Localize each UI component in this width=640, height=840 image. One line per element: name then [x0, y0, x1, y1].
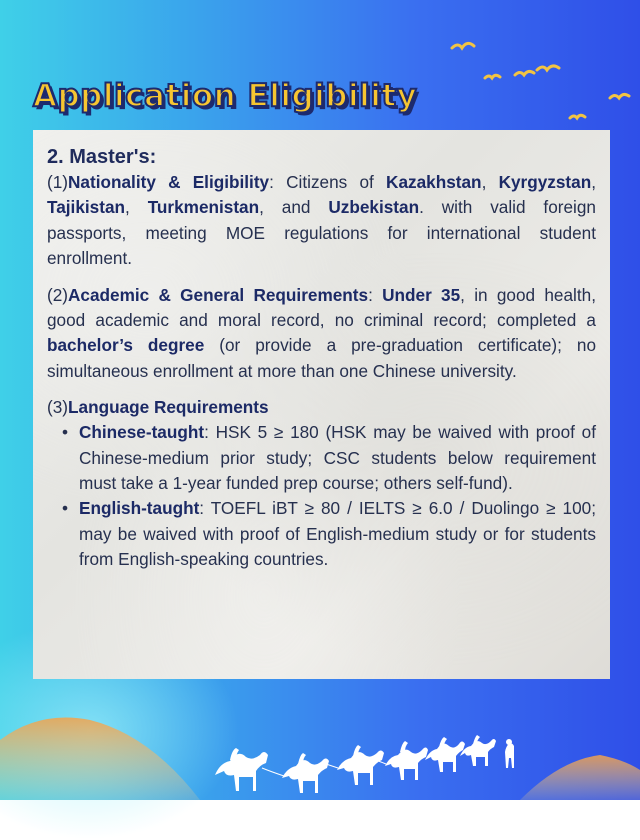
bullet-text: : HSK 5 ≥ 180 (HSK may be waived with proof of Chinese-medium prior study; CSC students below requirement must take a 1-year funded prep course; others self-fund). — [79, 422, 596, 494]
info-card — [33, 130, 610, 679]
language-list — [47, 420, 596, 572]
text-run: , — [591, 172, 596, 192]
text-run: , — [125, 197, 148, 218]
para-prefix: (1) — [47, 172, 69, 192]
bird-icon — [440, 30, 640, 140]
text-run: . with valid foreign passports, meeting MOE regulations for international student enrollment. — [47, 197, 596, 269]
text-run: , and — [259, 197, 329, 218]
section-heading: 2. Master's: — [47, 146, 157, 168]
para-prefix: (2) — [47, 284, 69, 305]
bullet-label: English-taught — [79, 498, 200, 519]
para-prefix: (3) — [47, 397, 69, 418]
degree-requirement: bachelor’s degree — [47, 335, 205, 356]
academic-label: Academic & General Requirements — [68, 284, 369, 305]
country-tajikistan: Tajikistan — [47, 197, 126, 218]
text-run: (or provide a pre-graduation certificate); no simultaneous enrollment at more than one Chinese university. — [47, 335, 596, 381]
paragraph-academic — [47, 283, 596, 385]
bullet-text: : TOEFL iBT ≥ 80 / IELTS ≥ 6.0 / Duolingo ≥ 100; may be waived with proof of English-medium study or for students from English-speaking countries. — [79, 498, 596, 570]
nationality-label: Nationality & Eligibility — [68, 172, 270, 192]
paragraph-language — [47, 395, 596, 420]
country-kazakhstan: Kazakhstan — [386, 172, 482, 192]
page-title: Application Eligibility — [33, 78, 418, 114]
camel-caravan-icon — [0, 680, 640, 800]
age-requirement: Under 35 — [382, 284, 461, 305]
country-uzbekistan: Uzbekistan — [328, 197, 420, 218]
list-item — [62, 496, 596, 572]
list-item — [62, 420, 596, 496]
language-label: Language Requirements — [68, 397, 269, 418]
paragraph-nationality — [47, 170, 596, 272]
country-kyrgyzstan: Kyrgyzstan — [498, 172, 592, 192]
text-run: : — [368, 284, 383, 305]
bullet-dot-icon: • — [62, 498, 69, 519]
text-run: , in good health, good academic and moral record, no criminal record; completed a — [47, 284, 596, 331]
text-run: : Citizens of — [269, 172, 387, 192]
country-turkmenistan: Turkmenistan — [147, 197, 260, 218]
bullet-dot-icon: • — [62, 422, 69, 443]
bullet-label: Chinese-taught — [79, 422, 205, 443]
text-run: , — [481, 172, 499, 192]
